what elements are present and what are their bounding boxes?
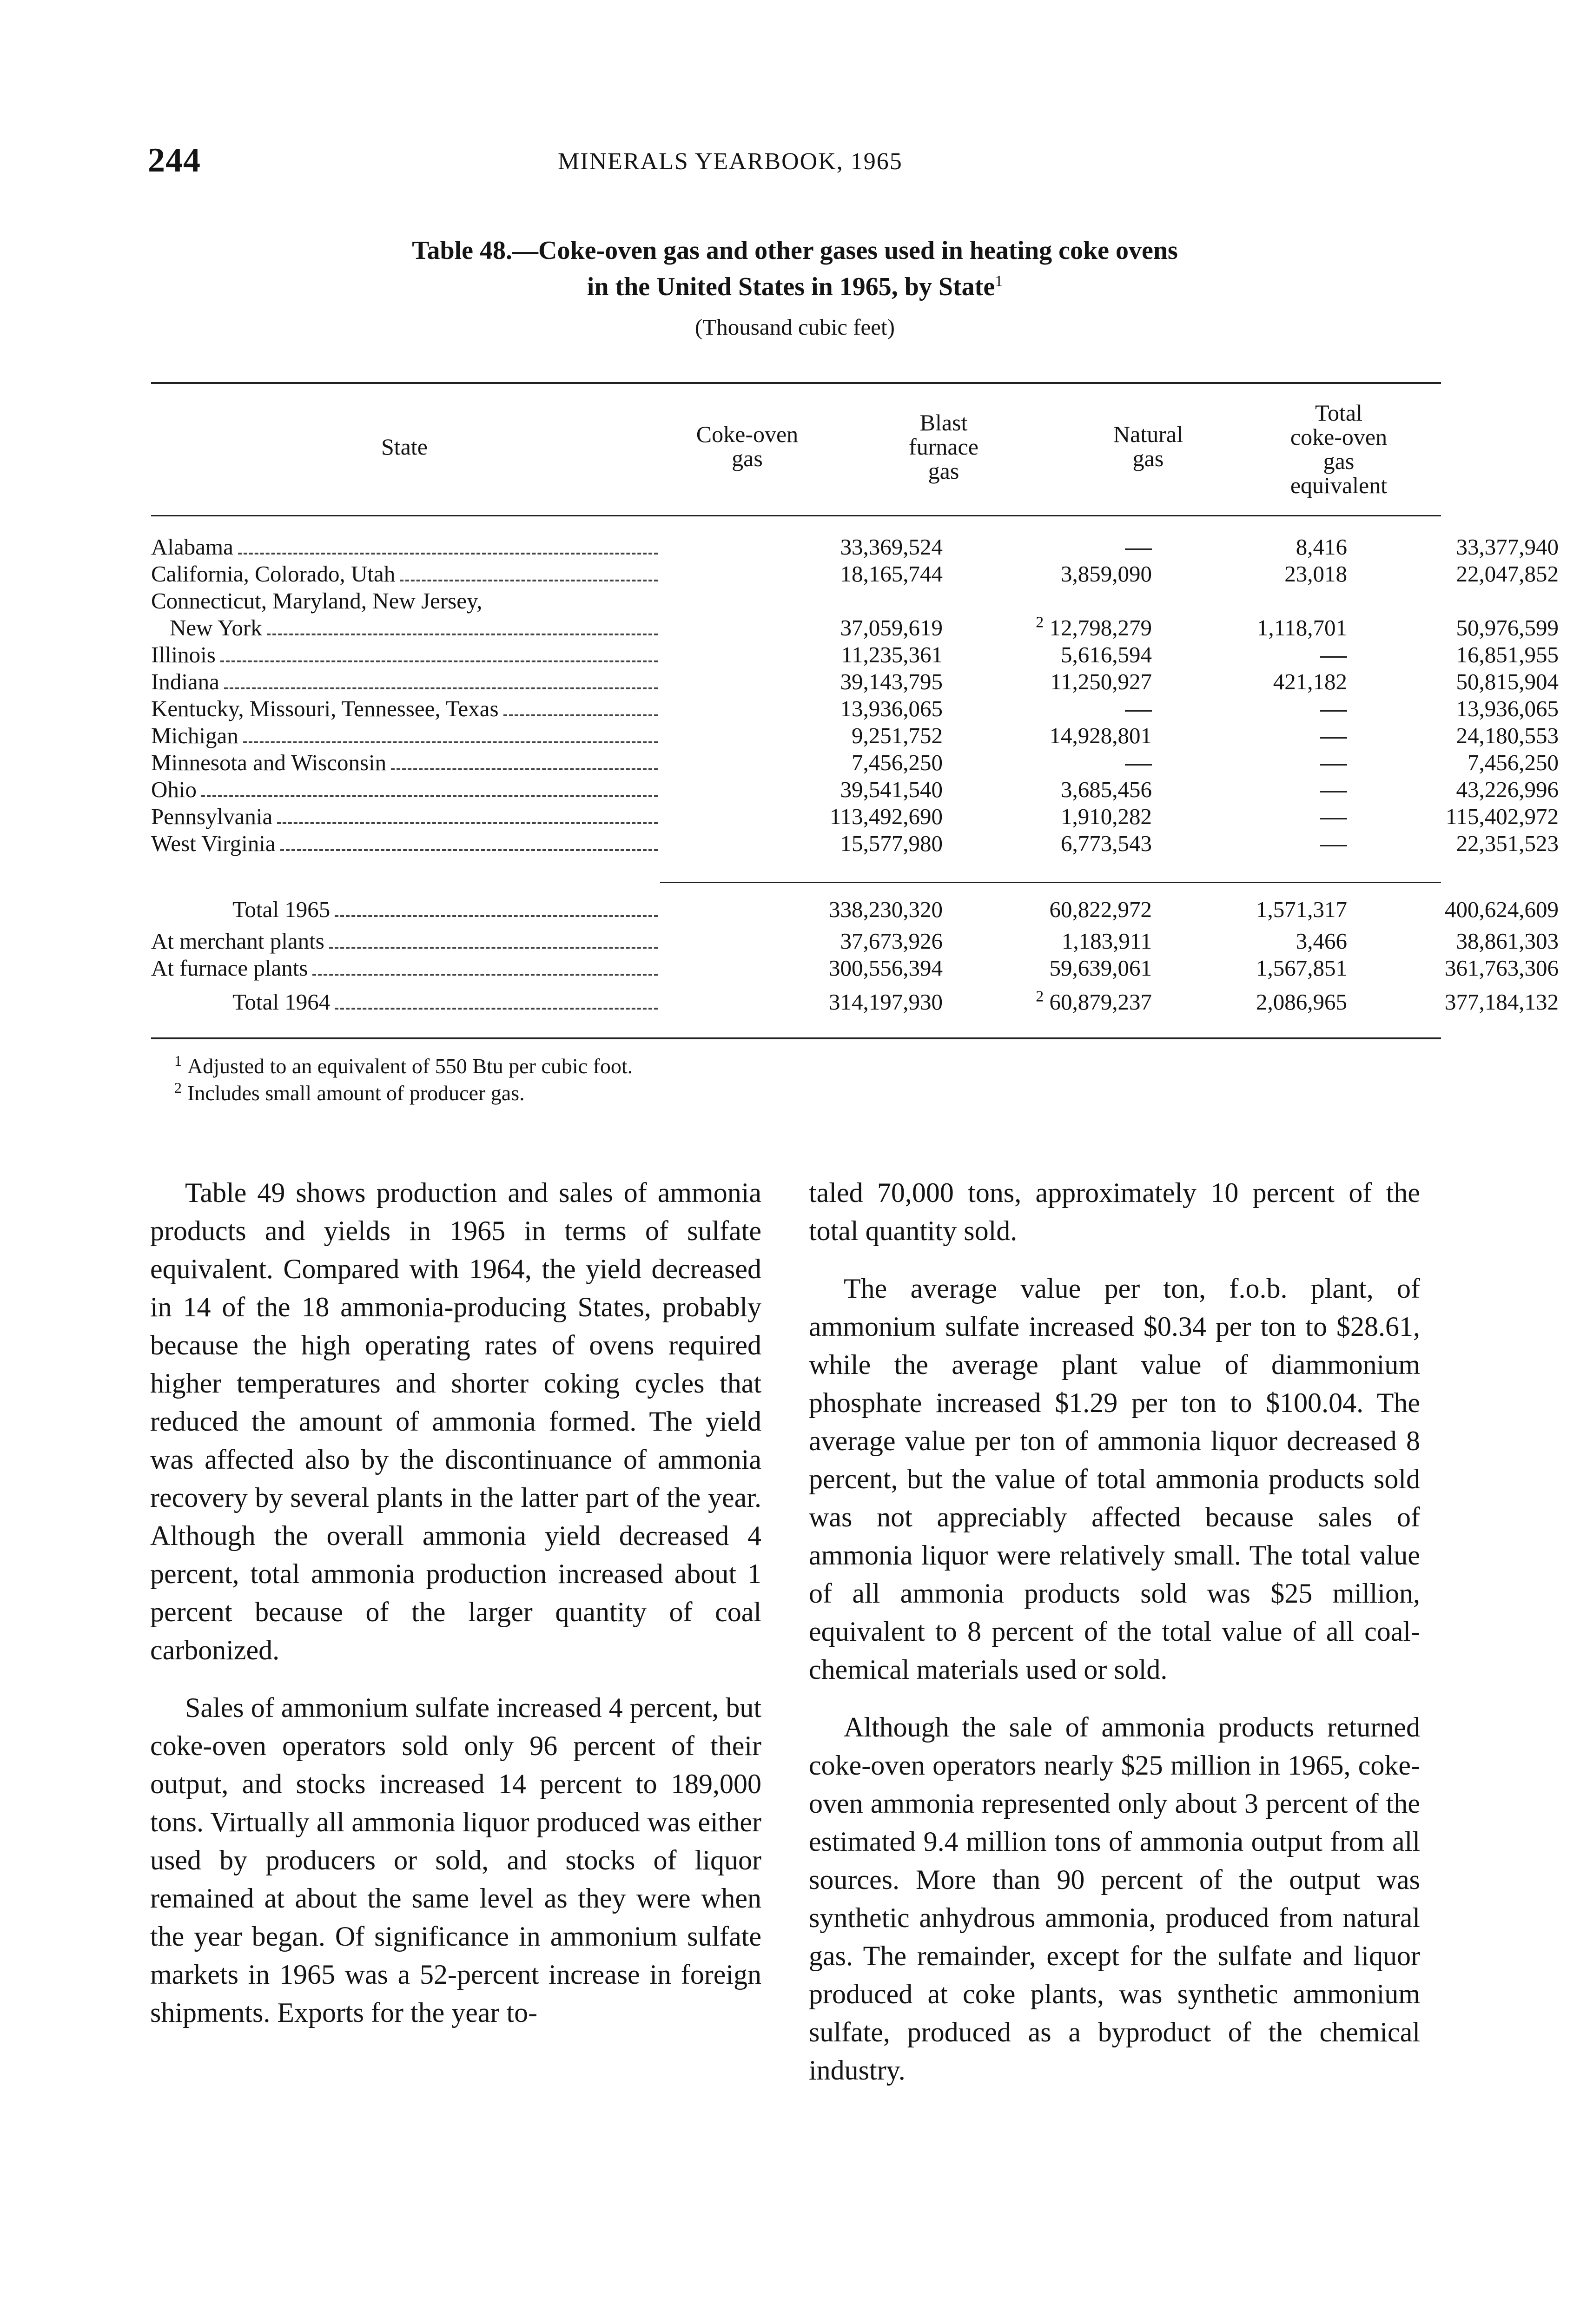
cell-blast-furnace-gas: 3,685,456 — [1061, 777, 1152, 802]
row-state: Alabama — [151, 534, 658, 561]
row-state: Connecticut, Maryland, New Jersey, — [151, 588, 483, 614]
table-top-rule — [151, 382, 1441, 384]
table-row — [151, 534, 1559, 561]
cell-natural-gas: 2,086,965 — [1256, 989, 1347, 1015]
table-row — [151, 695, 1559, 722]
cell-coke-oven-gas: 300,556,394 — [829, 955, 943, 981]
table-row — [151, 668, 1559, 695]
cell-coke-oven-gas: 33,369,524 — [840, 534, 943, 560]
row-state: Kentucky, Missouri, Tennessee, Texas — [151, 695, 658, 722]
cell-total: 361,763,306 — [1445, 955, 1559, 981]
col-head-natural-gas: Natural gas — [1113, 421, 1183, 471]
cell-blast-furnace-gas: 11,250,927 — [1050, 669, 1152, 694]
table-row — [151, 830, 1559, 857]
cell-blast-furnace-gas: 59,639,061 — [1049, 955, 1152, 981]
header-bottom-rule — [151, 515, 1441, 516]
cell-natural-gas: 3,466 — [1296, 928, 1347, 954]
cell-coke-oven-gas: 113,492,690 — [829, 804, 943, 829]
footnote: $^2$ Includes small amount of producer gas. — [174, 1079, 525, 1105]
body-column-left — [150, 1174, 761, 2051]
dash — [1320, 737, 1347, 739]
row-label: At furnace plants — [151, 955, 658, 982]
cell-blast-furnace-gas: 1,183,911 — [1061, 928, 1152, 954]
dash — [1125, 710, 1152, 712]
cell-natural-gas: 1,571,317 — [1256, 897, 1347, 922]
cell-total: 22,047,852 — [1456, 561, 1559, 587]
cell-coke-oven-gas: 13,936,065 — [840, 696, 943, 721]
cell-coke-oven-gas: 37,673,926 — [840, 928, 943, 954]
table-title-line-1: Table 48.—Coke-oven gas and other gases used in heating coke ovens — [412, 236, 1178, 265]
row-state: California, Colorado, Utah — [151, 561, 658, 588]
row-state-continued: New York — [151, 614, 658, 641]
cell-natural-gas — [1152, 695, 1347, 722]
cell-blast-furnace-gas: 60,822,972 — [1049, 897, 1152, 922]
cell-natural-gas — [1152, 776, 1347, 803]
row-state: Ohio — [151, 776, 658, 803]
cell-total: 24,180,553 — [1456, 723, 1559, 748]
cell-coke-oven-gas: 39,143,795 — [840, 669, 943, 694]
row-state: Indiana — [151, 668, 658, 695]
paragraph: Sales of ammonium sulfate increased 4 percent, but coke-oven operators sold only 96 percent of their output, and stocks increased 14 percent to 189,000 tons. Virtually all ammonia liquor produced was either used by producers or sold, and stocks of liquor remained at about the same level as they were when the year began. Of significance in ammonium sulfate markets in 1965 was a 52-percent increase in foreign shipments. Exports for the year to- — [150, 1692, 761, 2028]
row-state: Minnesota and Wisconsin — [151, 749, 658, 776]
dash — [1320, 818, 1347, 819]
cell-blast-furnace-gas: $^2$ 12,798,279 — [1036, 614, 1152, 640]
footnote-ref: 2 — [1036, 988, 1044, 1005]
body-column-right — [809, 1174, 1420, 2109]
cell-coke-oven-gas: 338,230,320 — [829, 897, 943, 922]
cell-blast-furnace-gas: 1,910,282 — [1061, 804, 1152, 829]
table-row — [151, 641, 1559, 668]
table-row-wrap — [151, 588, 1441, 614]
cell-total: 377,184,132 — [1445, 989, 1559, 1015]
cell-blast-furnace-gas — [943, 695, 1152, 722]
paragraph: Although the sale of ammonia products returned coke-oven operators nearly $25 million in 1965, coke-oven ammonia represented only about 3 percent of the estimated 9.4 million tons of ammonia output from all sources. More than 90 percent of the output was synthetic anhydrous ammonia, produced from natural gas. The remainder, except for the sulfate and liquor produced at coke plants, was synthetic ammonium sulfate, produced as a byproduct of the chemical industry. — [809, 1712, 1420, 2086]
table-row — [151, 749, 1559, 776]
dash — [1320, 656, 1347, 658]
cell-coke-oven-gas: 15,577,980 — [840, 831, 943, 856]
cell-natural-gas: 23,018 — [1284, 561, 1347, 587]
cell-blast-furnace-gas: 3,859,090 — [1061, 561, 1152, 587]
table-title-line-2: in the United States in 1965, by State$^1$ — [587, 272, 1003, 301]
cell-total: 7,456,250 — [1468, 750, 1559, 775]
subtotal-rule — [660, 882, 1441, 883]
paragraph: The average value per ton, f.o.b. plant, of ammonium sulfate increased $0.34 per ton to $28.61, while the average plant value of diammonium phosphate increased $1.29 per ton to $100.04. The average value per ton of ammonia liquor decreased 8 percent, but the value of total ammonia products sold was not appreciably affected because sales of ammonia liquor were relatively small. The total value of all ammonia products sold was $25 million, equivalent to 8 percent of the total value of all coal-chemical materials used or sold. — [809, 1273, 1420, 1685]
cell-total: 33,377,940 — [1456, 534, 1559, 560]
dash — [1320, 845, 1347, 846]
footnote-ref: 2 — [1036, 614, 1044, 631]
cell-coke-oven-gas: 11,235,361 — [841, 642, 943, 667]
col-head-state: State — [381, 434, 428, 460]
cell-natural-gas: 8,416 — [1296, 534, 1347, 560]
row-state: Pennsylvania — [151, 803, 658, 830]
cell-total: 22,351,523 — [1456, 831, 1559, 856]
row-state: Illinois — [151, 641, 658, 668]
cell-coke-oven-gas: 39,541,540 — [840, 777, 943, 802]
table-bottom-rule — [151, 1037, 1441, 1039]
row-label: Total 1964 — [151, 989, 658, 1016]
cell-total: 13,936,065 — [1456, 696, 1559, 721]
table-row — [151, 722, 1559, 749]
col-head-total-equivalent: Total coke-oven gas equivalent — [1290, 400, 1388, 498]
footnote: $^1$ Adjusted to an equivalent of 550 Btu per cubic foot. — [174, 1052, 633, 1078]
table-row — [151, 776, 1559, 803]
cell-blast-furnace-gas: 5,616,594 — [1061, 642, 1152, 667]
cell-coke-oven-gas: 9,251,752 — [852, 723, 943, 748]
row-state: Michigan — [151, 722, 658, 749]
table-row — [151, 561, 1559, 588]
cell-natural-gas — [1152, 641, 1347, 668]
row-state: West Virginia — [151, 830, 658, 857]
cell-natural-gas: 421,182 — [1273, 669, 1347, 694]
dash — [1320, 764, 1347, 766]
dash — [1125, 548, 1152, 550]
table-row — [151, 614, 1559, 641]
table-title — [153, 232, 1436, 305]
running-title: MINERALS YEARBOOK, 1965 — [558, 148, 903, 175]
cell-total: 16,851,955 — [1456, 642, 1559, 667]
dash — [1320, 791, 1347, 792]
cell-natural-gas: 1,567,851 — [1256, 955, 1347, 981]
cell-total: 50,976,599 — [1456, 615, 1559, 640]
paragraph: taled 70,000 tons, approximately 10 percent of the total quantity sold. — [809, 1177, 1420, 1246]
row-label: At merchant plants — [151, 928, 658, 955]
cell-coke-oven-gas: 18,165,744 — [840, 561, 943, 587]
row-label: Total 1965 — [151, 896, 658, 923]
cell-coke-oven-gas: 314,197,930 — [829, 989, 943, 1015]
cell-blast-furnace-gas: 6,773,543 — [1061, 831, 1152, 856]
cell-coke-oven-gas: 37,059,619 — [840, 615, 943, 640]
total-row — [151, 896, 1559, 923]
table-units: (Thousand cubic feet) — [695, 314, 895, 340]
cell-total: 400,624,609 — [1445, 897, 1559, 922]
cell-natural-gas — [1152, 722, 1347, 749]
dash — [1320, 710, 1347, 712]
dash — [1125, 764, 1152, 766]
cell-blast-furnace-gas: $^2$ 60,879,237 — [1036, 988, 1152, 1015]
cell-total: 50,815,904 — [1456, 669, 1559, 694]
cell-blast-furnace-gas: 14,928,801 — [1049, 723, 1152, 748]
cell-total: 38,861,303 — [1456, 928, 1559, 954]
total-row — [151, 955, 1559, 982]
page-number: 244 — [148, 141, 201, 179]
title-footnote-ref: 1 — [995, 272, 1003, 290]
col-head-coke-oven-gas: Coke-oven gas — [696, 421, 799, 471]
total-row — [151, 988, 1559, 1016]
cell-natural-gas: 1,118,701 — [1256, 615, 1347, 640]
cell-natural-gas — [1152, 830, 1347, 857]
cell-natural-gas — [1152, 749, 1347, 776]
cell-total: 43,226,996 — [1456, 777, 1559, 802]
cell-total: 115,402,972 — [1445, 804, 1559, 829]
cell-natural-gas — [1152, 803, 1347, 830]
col-head-blast-furnace-gas: Blast furnace gas — [909, 409, 978, 484]
cell-coke-oven-gas: 7,456,250 — [852, 750, 943, 775]
paragraph: Table 49 shows production and sales of ammonia products and yields in 1965 in terms of sulfate equivalent. Compared with 1964, the yield decreased in 14 of the 18 ammonia-producing States, probably because the high operating rates of ovens required higher temperatures and shorter coking cycles that reduced the amount of ammonia formed. The yield was affected also by the discontinuance of ammonia recovery by several plants in the latter part of the year. Although the overall ammonia yield decreased 4 percent, total ammonia production increased about 1 percent because of the larger quantity of coal carbonized. — [150, 1177, 761, 1665]
table-row — [151, 803, 1559, 830]
cell-blast-furnace-gas — [943, 534, 1152, 561]
cell-blast-furnace-gas — [943, 749, 1152, 776]
total-row — [151, 928, 1559, 955]
